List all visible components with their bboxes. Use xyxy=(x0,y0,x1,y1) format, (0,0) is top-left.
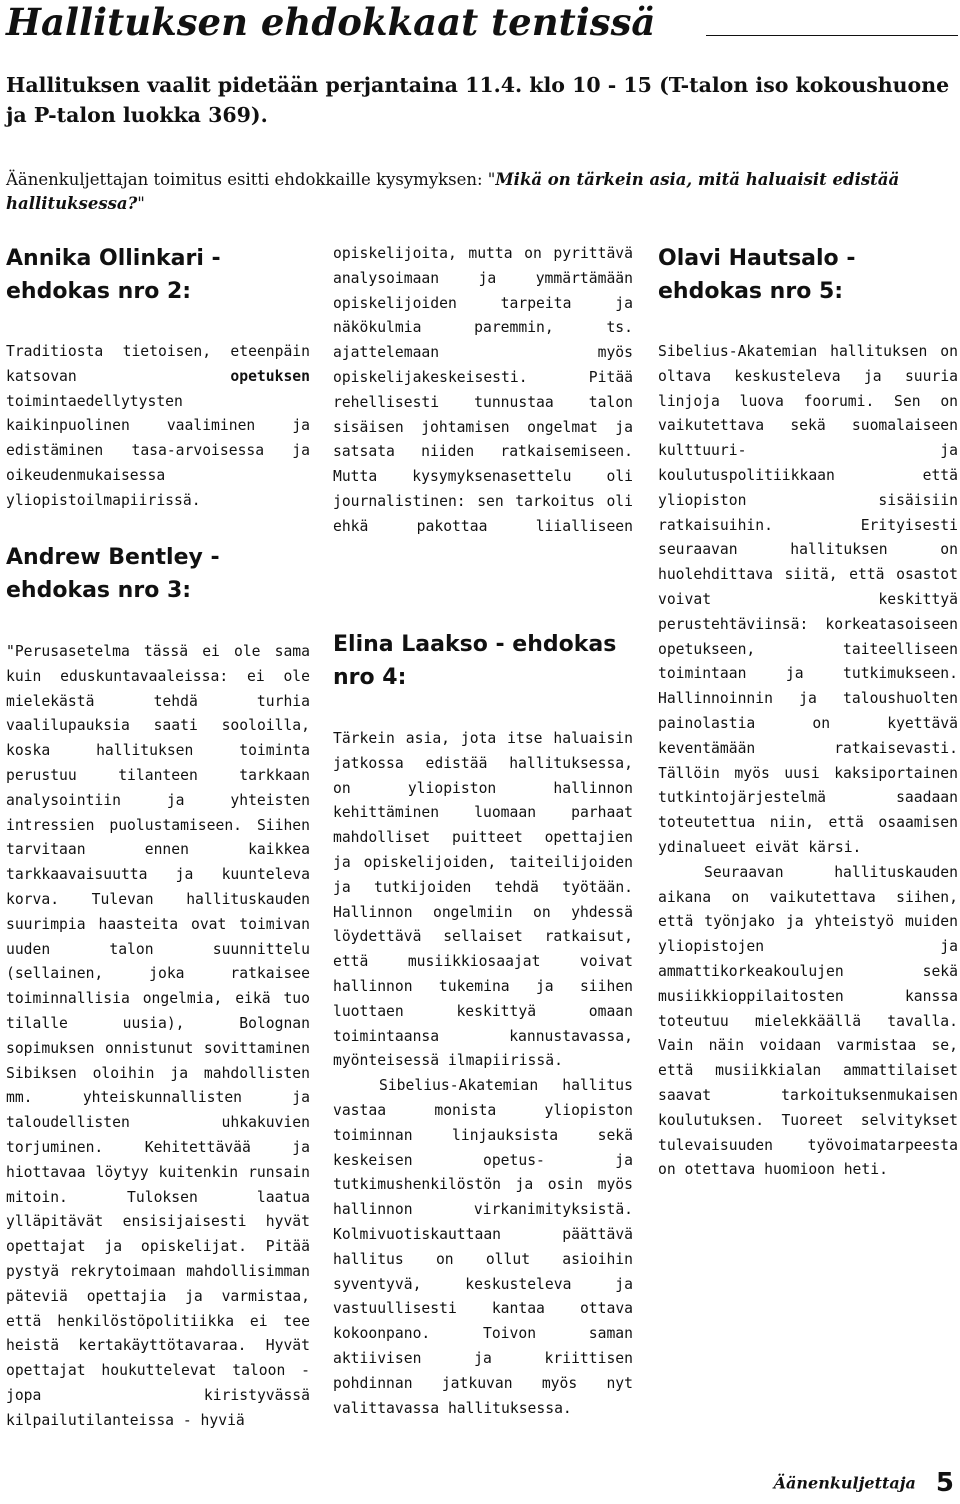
answer-hautsalo-paragraph-1: Sibelius-Akatemian hallituksen on oltava keskusteleva ja suuria linjoja luova foorumi. Sen on vaikutettava sekä suomalaiseen kulttuuri- ja koulutuspolitiikkaan että yliopiston sisäisiin ratkaisuihin. Erityisesti seuraavan hallituksen on huolehdittava siitä, että osastot voivat keskittyä perustehtäviinsä: korkeatasoiseen opetukseen, taiteelliseen toimintaan ja tutkimukseen. Hallinnoinnin ja taloushuolten painolastia on kyettävä keventämään ratkaisevasti. Tällöin myös uusi kaksiportainen tutkintojärjestelmä saadaan toteutettua niin, että osaamisen ydinalueet eivät kärsi. xyxy=(658,343,958,856)
page-title: Hallituksen ehdokkaat tentissä xyxy=(6,0,656,44)
column-3 xyxy=(658,340,958,1183)
candidate-heading-laakso: Elina Laakso - ehdokas nro 4: xyxy=(333,632,617,690)
answer-hautsalo-paragraph-2: Seuraavan hallituskauden aikana on vaikutettava siihen, että työnjako ja yhteistyö muiden yliopistojen ja ammattikorkeakoulujen sekä musiikkioppilaitosten kanssa toteutuu mielekkäällä tavalla. Vain näin voidaan varmistaa se, että musiikkialan ammattilaiset saavat tarkoituksenmukaisen koulutuksen. Tuoreet selvitykset tulevaisuuden työvoimatarpeesta on otettava huomioon heti. xyxy=(658,863,958,1179)
intro-line-2: ja P-talon luokka 369). xyxy=(6,103,268,127)
column-1 xyxy=(6,340,310,514)
question-paragraph xyxy=(6,168,956,216)
question-lead: Äänenkuljettajan toimitus esitti ehdokkaille kysymyksen: " xyxy=(6,170,496,189)
column-1-continued xyxy=(6,640,310,1440)
answer-laakso-paragraph-2: Sibelius-Akatemian hallitus vastaa monista yliopiston toiminnan linjauksista sekä keskeisen opetus- ja tutkimushenkilöstön ja osin myös hallinnon virkanimityksistä. Kolmivuotiskauttaan päättävä hallitus on ollut asioihin syventyvä, keskusteleva ja vastuullisesti kantaa ottava kokoonpano. Toivon saman aktiivisen ja kriittisen pohdinnan jatkuvan myös nyt valittavassa hallituksessa. xyxy=(333,1077,633,1417)
page-number: 5 xyxy=(935,1468,954,1498)
intro-announcement xyxy=(6,70,956,130)
editorial-question xyxy=(6,168,956,216)
answer-ollinkari-part-1: Traditiosta tietoisen, eteenpäin katsovan xyxy=(6,343,310,385)
page-footer xyxy=(774,1468,954,1498)
title-rule xyxy=(706,35,958,36)
answer-bentley-part-2: opiskelijoita, mutta on pyrittävä analysoimaan ja ymmärtämään opiskelijoiden tarpeita ja näkökulmia paremmin, ts. ajattelemaan myös opiskelijakeskeisesti. Pitää rehellisesti tunnustaa talon sisäisen johtamisen ongelmat ja satsata niiden ratkaisemiseen. Mutta kysymyksenasettelu oli journalistinen: sen tarkoitus oli ehkä pakottaa liialliseen xyxy=(333,245,633,535)
page-header xyxy=(6,0,956,46)
column-2-top xyxy=(333,242,633,542)
answer-laakso-paragraph-1: Tärkein asia, jota itse haluaisin jatkossa edistää hallituksessa, on yliopiston hallinnon kehittäminen luomaan parhaat mahdolliset puitteet opettajien ja opiskelijoiden, taiteilijoiden ja tutkijoiden tehdä työtään. Hallinnon ongelmiin on yhdessä löydettävä sellaiset ratkaisut, että musiikkiosaajat voivat hallinnon tukemina ja siihen luottaen keskittyä omaan toimintaansa kannustavassa, myönteisessä ilmapiirissä. xyxy=(333,730,633,1070)
answer-ollinkari-part-2: toimintaedellytysten kaikinpuolinen vaaliminen ja edistäminen tasa-arvoisessa ja oikeudenmukaisessa yliopistoilmapiirissä. xyxy=(6,392,310,509)
publication-name: Äänenkuljettaja xyxy=(773,1473,916,1493)
intro-line-1: Hallituksen vaalit pidetään perjantaina 11.4. klo 10 - 15 (T-talon iso kokoushuone xyxy=(6,73,950,97)
candidate-heading-bentley: Andrew Bentley - ehdokas nro 3: xyxy=(6,545,220,603)
question-close: " xyxy=(137,194,145,213)
question-text: Mikä on tärkein asia, mitä haluaisit edistää hallituksessa? xyxy=(6,170,900,213)
candidate-heading-ollinkari: Annika Ollinkari - ehdokas nro 2: xyxy=(6,246,221,304)
answer-ollinkari xyxy=(6,340,310,514)
answer-ollinkari-keyword: opetuksen xyxy=(230,367,310,385)
answer-bentley-part-1: "Perusasetelma tässä ei ole sama kuin eduskuntavaaleissa: ei ole mielekästä tehdä turhia vaalilupauksia saati sooloilla, koska hallituksen toiminta perustuu tilanteen tarkkaan analysointiin ja yhteisten intressien puolustamiseen. Siihen tarvitaan ennen kaikkea tarkkaavaisuutta ja kuunteleva korva. Tulevan hallituskauden suurimpia haasteita ovat toimivan uuden talon suunnittelu (sellainen, joka ratkaisee toiminnallisia ongelmia, eikä tuo tilalle uusia), Bolognan sopimuksen onnistunut sovittaminen Sibiksen oloihin ja mahdollisten mm. yhteiskunnallisten ja taloudellisten uhkakuvien torjuminen. Kehitettävää ja hiottavaa löytyy kuitenkin runsain mitoin. Tuloksen laatua ylläpitävät ensisijaisesti hyvät opettajat ja opiskelijat. Pitää pystyä rekrytoimaan mahdollisimman päteviä opettajia ja varmistaa, että henkilöstöpolitiikka ei tee heistä kertakäyttötavaraa. Hyvät opettajat houkuttelevat taloon - jopa kiristyvässä kilpailutilanteissa - hyviä xyxy=(6,643,310,1429)
column-2-bottom xyxy=(333,727,633,1421)
candidate-heading-hautsalo: Olavi Hautsalo - ehdokas nro 5: xyxy=(658,246,856,304)
